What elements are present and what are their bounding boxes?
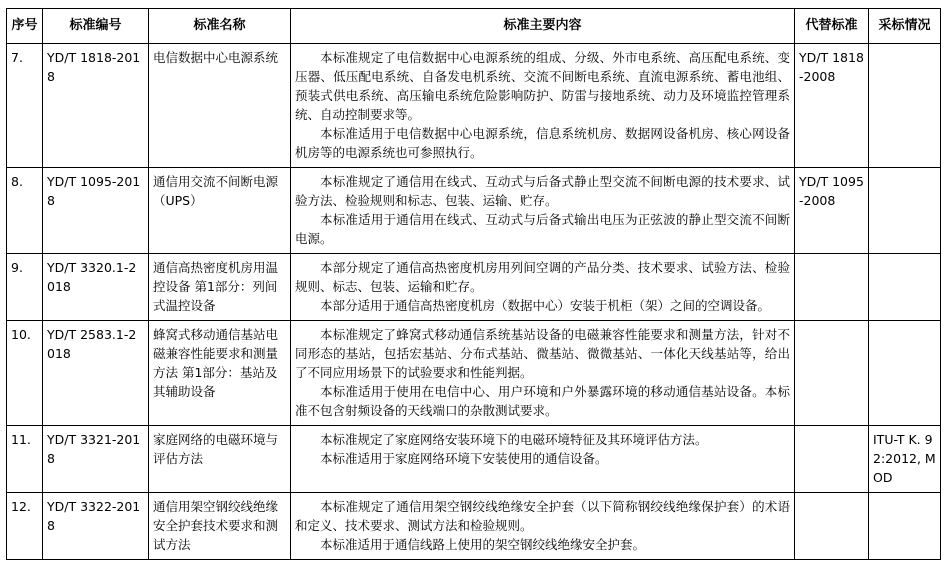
table-header-row bbox=[7, 9, 941, 44]
content-paragraph: 本标准适用于使用在电信中心、用户环境和户外暴露环境的移动通信基站设备。本标准不包含射频设备的天线端口的杂散测试要求。 bbox=[295, 384, 790, 418]
content-paragraph: 本标准适用于电信数据中心电源系统，信息系统机房、数据网设备机房、核心网设备机房等的电源系统也可参照执行。 bbox=[295, 126, 790, 160]
cell-adoption-status bbox=[869, 44, 941, 168]
cell-standard-name: 通信高热密度机房用温控设备 第1部分：列间式温控设备 bbox=[149, 254, 291, 321]
cell-replaced-standard bbox=[795, 493, 869, 560]
column-header-adoption-status: 采标情况 bbox=[869, 9, 941, 44]
cell-replaced-standard bbox=[795, 254, 869, 321]
column-header-index: 序号 bbox=[7, 9, 43, 44]
content-paragraph: 本标准规定了通信用在线式、互动式与后备式静止型交流不间断电源的技术要求、试验方法、检验规则和标志、包装、运输、贮存。 bbox=[295, 174, 790, 208]
table-body bbox=[7, 44, 941, 560]
cell-index: 10. bbox=[7, 321, 43, 426]
cell-main-content bbox=[291, 44, 795, 168]
table-row bbox=[7, 254, 941, 321]
cell-index: 9. bbox=[7, 254, 43, 321]
column-header-replaced-standard: 代替标准 bbox=[795, 9, 869, 44]
table-header bbox=[7, 9, 941, 44]
cell-main-content bbox=[291, 321, 795, 426]
cell-adoption-status bbox=[869, 254, 941, 321]
content-paragraph: 本标准适用于通信用在线式、互动式与后备式输出电压为正弦波的静止型交流不间断电源。 bbox=[295, 212, 790, 246]
content-paragraph: 本标准规定了电信数据中心电源系统的组成、分级、外市电系统、高压配电系统、变压器、低压配电系统、自备发电机系统、交流不间断电系统、直流电源系统、蓄电池组、预装式供电系统、高压输电系统危险影响防护、防雷与接地系统、动力及环境监控管理系统、自动控制要求等。 bbox=[295, 50, 790, 122]
cell-standard-name: 通信用交流不间断电源（UPS） bbox=[149, 168, 291, 254]
cell-index: 7. bbox=[7, 44, 43, 168]
cell-replaced-standard bbox=[795, 426, 869, 493]
content-paragraph: 本标准规定了通信用架空钢绞线绝缘安全护套（以下简称钢绞线绝缘保护套）的术语和定义、技术要求、测试方法和检验规则。 bbox=[295, 499, 790, 533]
cell-main-content bbox=[291, 168, 795, 254]
cell-index: 12. bbox=[7, 493, 43, 560]
table-row bbox=[7, 168, 941, 254]
cell-adoption-status bbox=[869, 321, 941, 426]
cell-replaced-standard: YD/T 1095-2008 bbox=[795, 168, 869, 254]
cell-standard-name: 通信用架空钢绞线绝缘安全护套技术要求和测试方法 bbox=[149, 493, 291, 560]
cell-replaced-standard bbox=[795, 321, 869, 426]
table-row bbox=[7, 44, 941, 168]
cell-adoption-status bbox=[869, 168, 941, 254]
cell-replaced-standard: YD/T 1818-2008 bbox=[795, 44, 869, 168]
column-header-standard-number: 标准编号 bbox=[43, 9, 149, 44]
cell-standard-name: 家庭网络的电磁环境与评估方法 bbox=[149, 426, 291, 493]
cell-standard-number: YD/T 3320.1-2018 bbox=[43, 254, 149, 321]
cell-adoption-status: ITU-T K. 92:2012, MOD bbox=[869, 426, 941, 493]
column-header-standard-name: 标准名称 bbox=[149, 9, 291, 44]
table-row bbox=[7, 321, 941, 426]
cell-standard-number: YD/T 2583.1-2018 bbox=[43, 321, 149, 426]
cell-standard-number: YD/T 1818-2018 bbox=[43, 44, 149, 168]
table-row bbox=[7, 426, 941, 493]
cell-adoption-status bbox=[869, 493, 941, 560]
cell-standard-name: 蜂窝式移动通信基站电磁兼容性能要求和测量方法 第1部分：基站及其辅助设备 bbox=[149, 321, 291, 426]
cell-main-content bbox=[291, 426, 795, 493]
content-paragraph: 本标准规定了家庭网络安装环境下的电磁环境特征及其环境评估方法。 bbox=[320, 432, 708, 447]
content-paragraph: 本标准规定了蜂窝式移动通信系统基站设备的电磁兼容性能要求和测量方法，针对不同形态的基站，包括宏基站、分布式基站、微基站、微微基站、一体化天线基站等，给出了不同应用场景下的试验要求和性能判据。 bbox=[295, 327, 790, 380]
column-header-main-content: 标准主要内容 bbox=[291, 9, 795, 44]
cell-standard-number: YD/T 3321-2018 bbox=[43, 426, 149, 493]
standards-table bbox=[6, 8, 941, 560]
cell-main-content bbox=[291, 493, 795, 560]
cell-index: 11. bbox=[7, 426, 43, 493]
cell-main-content bbox=[291, 254, 795, 321]
cell-standard-number: YD/T 3322-2018 bbox=[43, 493, 149, 560]
cell-index: 8. bbox=[7, 168, 43, 254]
cell-standard-name: 电信数据中心电源系统 bbox=[149, 44, 291, 168]
content-paragraph: 本标准适用于家庭网络环境下安装使用的通信设备。 bbox=[320, 451, 608, 466]
content-paragraph: 本部分适用于通信高热密度机房（数据中心）安装于机柜（架）之间的空调设备。 bbox=[320, 298, 771, 313]
content-paragraph: 本部分规定了通信高热密度机房用列间空调的产品分类、技术要求、试验方法、检验规则、标志、包装、运输和贮存。 bbox=[295, 260, 790, 294]
table-row bbox=[7, 493, 941, 560]
content-paragraph: 本标准适用于通信线路上使用的架空钢绞线绝缘安全护套。 bbox=[320, 537, 646, 552]
cell-standard-number: YD/T 1095-2018 bbox=[43, 168, 149, 254]
